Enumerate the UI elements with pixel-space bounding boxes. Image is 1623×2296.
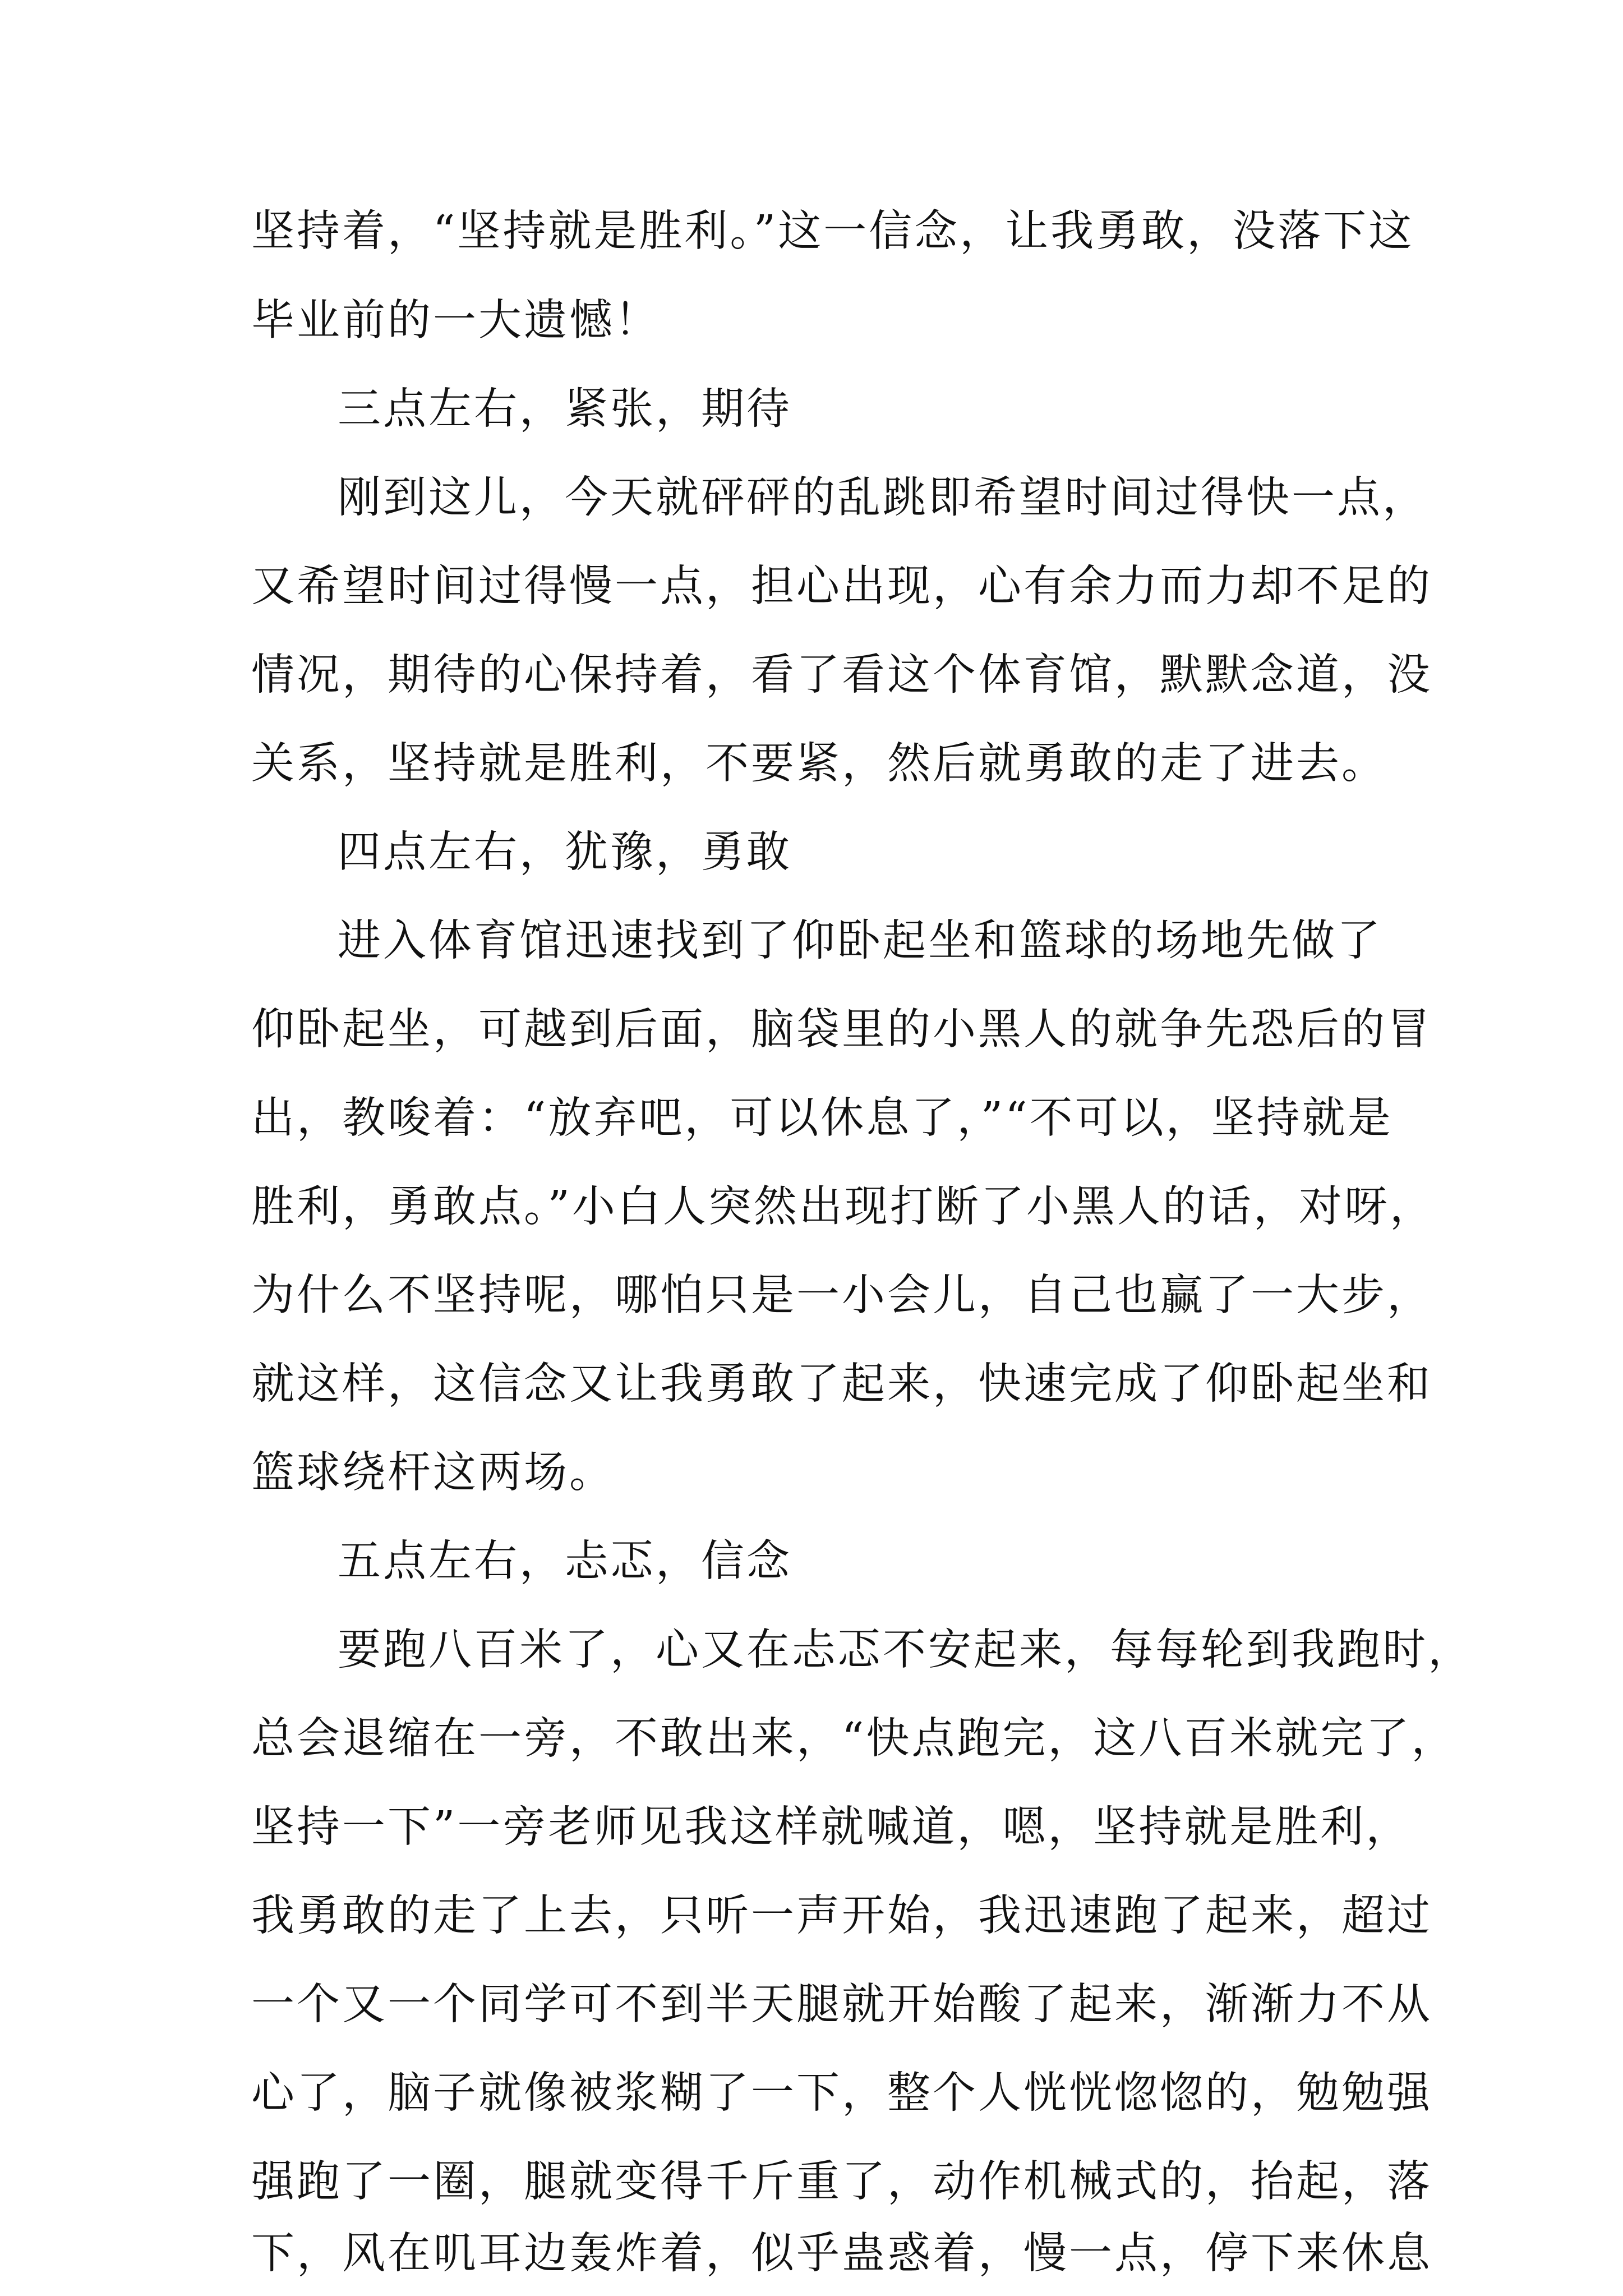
section-heading: 四点左右，犹豫，勇敢 <box>338 827 792 877</box>
text-line: 总会退缩在一旁，不敢出来，“快点跑完，这八百米就完了， <box>251 1714 1457 1764</box>
text-line: 强跑了一圈，腿就变得千斤重了，动作机械式的，抬起，落 <box>251 2157 1432 2207</box>
text-line: 出，教唆着：“放弃吧，可以休息了，”“不可以，坚持就是 <box>251 1093 1393 1143</box>
text-line: 我勇敢的走了上去，只听一声开始，我迅速跑了起来，超过 <box>251 1891 1432 1941</box>
text-line: 胜利，勇敢点。”小白人突然出现打断了小黑人的话，对呀， <box>251 1182 1435 1232</box>
text-line: 下，风在叽耳边轰炸着，似乎蛊惑着，慢一点，停下来休息 <box>251 2229 1432 2279</box>
text-line: 为什么不坚持呢，哪怕只是一小会儿，自己也赢了一大步， <box>251 1271 1432 1320</box>
section-heading: 三点左右，紧张，期待 <box>338 384 792 434</box>
text-line: 仰卧起坐，可越到后面，脑袋里的小黑人的就争先恐后的冒 <box>251 1005 1432 1055</box>
text-line: 进入体育馆迅速找到了仰卧起坐和篮球的场地先做了 <box>338 916 1382 966</box>
section-heading: 五点左右，忐忑，信念 <box>338 1536 792 1586</box>
text-line: 毕业前的一大遗憾！ <box>251 296 660 346</box>
text-line: 要跑八百米了，心又在忐忑不安起来，每每轮到我跑时， <box>338 1625 1473 1675</box>
text-line: 坚持一下”一旁老师见我这样就喊道，嗯，坚持就是胜利， <box>251 1802 1412 1852</box>
text-line: 就这样，这信念又让我勇敢了起来，快速完成了仰卧起坐和 <box>251 1359 1432 1409</box>
text-line: 情况，期待的心保持着，看了看这个体育馆，默默念道，没 <box>251 650 1432 700</box>
text-line: 篮球绕杆这两场。 <box>251 1448 615 1498</box>
text-line: 一个又一个同学可不到半天腿就开始酸了起来，渐渐力不从 <box>251 1980 1432 2030</box>
text-line: 坚持着，“坚持就是胜利。”这一信念，让我勇敢，没落下这 <box>251 206 1414 256</box>
text-line: 刚到这儿，今天就砰砰的乱跳即希望时间过得快一点， <box>338 473 1428 523</box>
text-line: 心了，脑子就像被浆糊了一下，整个人恍恍惚惚的，勉勉强 <box>251 2068 1432 2118</box>
text-line: 关系，坚持就是胜利，不要紧，然后就勇敢的走了进去。 <box>251 739 1387 789</box>
text-line: 又希望时间过得慢一点，担心出现，心有余力而力却不足的 <box>251 562 1432 611</box>
